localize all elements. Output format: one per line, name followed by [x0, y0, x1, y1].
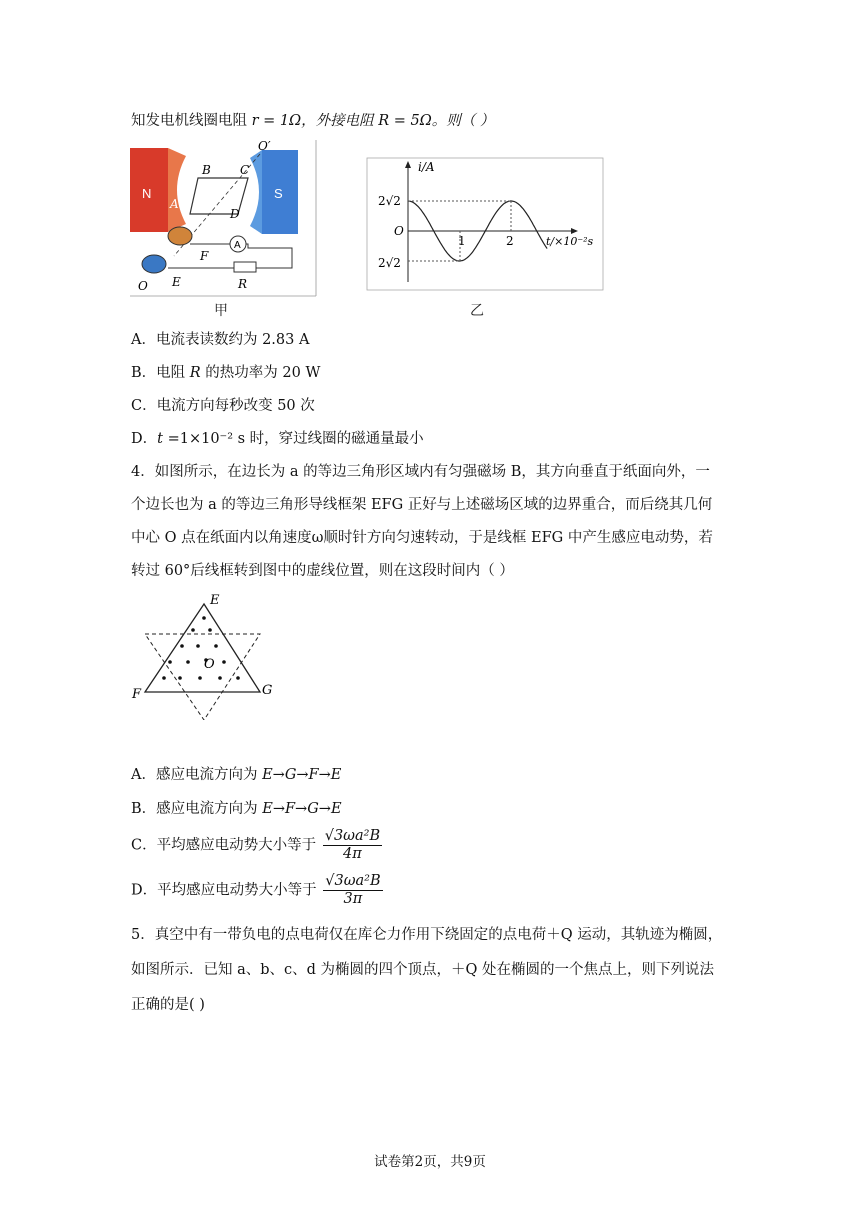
y-axis-arrow: [405, 161, 411, 168]
triangle-rotated-dashed: [145, 634, 260, 720]
q4-option-A-prefix: A．感应电流方向为: [131, 767, 263, 783]
q4-option-C-fraction: [323, 828, 382, 863]
graph-ymax-label: 2√2: [378, 194, 401, 208]
n-pole-face: [168, 148, 186, 232]
q3-option-D-var: t: [157, 431, 163, 447]
q3-intro-text: 知发电机线圈电阻: [131, 113, 247, 129]
label-F: F: [132, 687, 142, 702]
q3-option-C[interactable]: C．电流方向每秒改变 50 次: [131, 398, 315, 414]
q4-option-D[interactable]: [131, 873, 383, 908]
ammeter-label: A: [234, 240, 241, 251]
x-axis-arrow: [571, 228, 578, 234]
q4-option-B-prefix: B．感应电流方向为: [131, 801, 263, 817]
figure-generator: [128, 136, 318, 306]
q3-option-D[interactable]: [131, 429, 424, 449]
q3-option-B-suffix: 的热功率为 20 W: [200, 365, 321, 381]
q4-option-A[interactable]: [131, 765, 341, 785]
q4-option-B-path: E→F→G→E: [262, 801, 342, 817]
label-B: B: [202, 163, 211, 177]
figure-rotating-triangle: [128, 590, 278, 720]
slip-ring-upper: [168, 227, 192, 245]
q4-option-C[interactable]: [131, 828, 382, 863]
label-S: S: [274, 186, 283, 201]
q4-option-D-numerator: √3ωa²B: [325, 873, 381, 889]
q3-option-D-suffix: =1×10⁻² s 时，穿过线圈的磁通量最小: [162, 431, 424, 447]
q4-line-1: 4．如图所示，在边长为 a 的等边三角形区域内有匀强磁场 B，其方向垂直于纸面向外，一: [131, 464, 710, 480]
label-F: F: [200, 249, 209, 263]
graph-origin: O: [394, 224, 404, 238]
graph-ylabel: i/A: [418, 160, 435, 174]
q5-line-3: 正确的是( ): [131, 997, 205, 1013]
external-circuit: [168, 244, 292, 268]
s-pole-face: [250, 150, 262, 234]
q5-line-1: 5．真空中有一带负电的点电荷仅在库仑力作用下绕固定的点电荷＋Q 运动，其轨迹为椭圆，: [131, 927, 723, 943]
graph-t2: 2: [506, 234, 514, 248]
q4-option-B[interactable]: [131, 799, 342, 819]
q4-line-2: 个边长也为 a 的等边三角形导线框架 EFG 正好与上述磁场区域的边界重合，而后绕其几何: [131, 497, 713, 513]
fig-yi-caption: 乙: [470, 303, 484, 319]
q4-line-3: 中心 O 点在纸面内以角速度ω顺时针方向匀速转动，于是线框 EFG 中产生感应电动势，若: [131, 530, 713, 546]
q3-intro-r: r = 1Ω，外接电阻: [251, 113, 379, 129]
figure-current-graph: [366, 157, 606, 292]
q3-intro-line: [131, 111, 494, 131]
q3-option-B-prefix: B．电阻: [131, 365, 190, 381]
q4-option-D-denominator: 3π: [343, 891, 363, 907]
q3-option-B-var: R: [189, 365, 201, 381]
q4-option-A-path: E→G→F→E: [262, 767, 342, 783]
page-footer: 试卷第2页，共9页: [374, 1154, 486, 1170]
q4-line-4: 转过 60°后线框转到图中的虚线位置，则在这段时间内（ ）: [131, 563, 514, 579]
q3-intro-R: R = 5Ω。则（ ）: [378, 113, 495, 129]
label-E: E: [210, 593, 220, 608]
graph-xlabel: t/×10⁻²s: [546, 235, 594, 248]
q4-option-C-numerator: √3ωa²B: [324, 828, 381, 844]
label-O: O: [138, 279, 148, 293]
q4-option-D-prefix: D．平均感应电动势大小等于: [131, 882, 317, 899]
q4-option-C-prefix: C．平均感应电动势大小等于: [131, 837, 317, 854]
label-R: R: [238, 277, 248, 291]
label-N: N: [142, 186, 152, 201]
q3-option-D-prefix: D．: [131, 431, 158, 447]
label-Oprime: O′: [258, 139, 271, 153]
label-C: C: [240, 163, 250, 177]
q4-option-D-fraction: [323, 873, 382, 908]
label-O: O: [204, 657, 215, 672]
q3-option-B[interactable]: [131, 363, 320, 383]
label-E: E: [172, 275, 181, 289]
q4-option-C-denominator: 4π: [343, 846, 362, 862]
resistor-R: [234, 262, 256, 272]
q5-line-2: 如图所示．已知 a、b、c、d 为椭圆的四个顶点，＋Q 处在椭圆的一个焦点上，则下列说法: [131, 962, 715, 978]
graph-t1: 1: [458, 234, 466, 248]
graph-ymin-label: 2√2: [378, 256, 401, 270]
slip-ring-lower: [142, 255, 166, 273]
label-G: G: [262, 683, 273, 698]
q3-option-A[interactable]: A．电流表读数约为 2.83 A: [131, 332, 310, 348]
label-A: A: [170, 197, 179, 211]
fig-jia-caption: 甲: [214, 303, 228, 319]
label-D: D: [230, 207, 240, 221]
